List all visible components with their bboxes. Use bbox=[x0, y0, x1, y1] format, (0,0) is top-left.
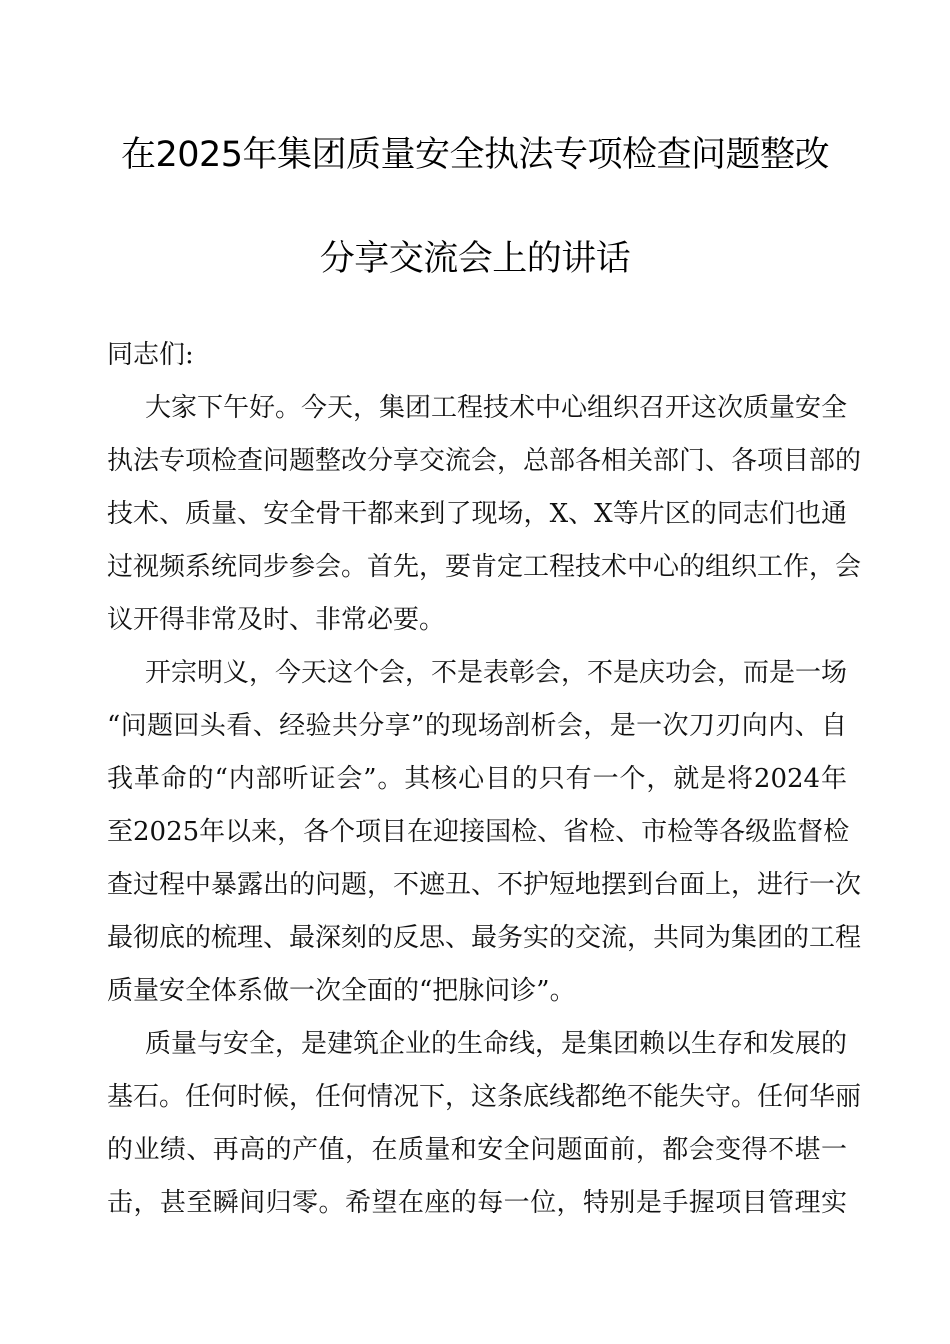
salutation: 同志们: bbox=[107, 340, 194, 370]
paragraph-2-line-7: 质量安全体系做一次全面的“把脉问诊”。 bbox=[107, 976, 576, 1006]
paragraph-1-line-1: 大家下午好。今天，集团工程技术中心组织召开这次质量安全 bbox=[145, 393, 848, 423]
paragraph-1-line-3: 技术、质量、安全骨干都来到了现场，X、X等片区的同志们也通 bbox=[107, 499, 847, 529]
paragraph-2-line-1: 开宗明义，今天这个会，不是表彰会，不是庆功会，而是一场 bbox=[145, 658, 848, 688]
paragraph-3-line-3: 的业绩、再高的产值，在质量和安全问题面前，都会变得不堪一 bbox=[107, 1135, 847, 1165]
paragraph-3-line-2: 基石。任何时候，任何情况下，这条底线都绝不能失守。任何华丽 bbox=[107, 1082, 862, 1112]
paragraph-3-line-4: 击，甚至瞬间归零。希望在座的每一位，特别是手握项目管理实 bbox=[107, 1188, 847, 1218]
paragraph-1-line-5: 议开得非常及时、非常必要。 bbox=[107, 605, 446, 635]
paragraph-2-line-4: 至2025年以来，各个项目在迎接国检、省检、市检等各级监督检 bbox=[107, 817, 850, 847]
paragraph-1-line-2: 执法专项检查问题整改分享交流会，总部各相关部门、各项目部的 bbox=[107, 446, 862, 476]
document-title-line-1: 在2025年集团质量安全执法专项检查问题整改 bbox=[120, 135, 830, 175]
paragraph-2-line-6: 最彻底的梳理、最深刻的反思、最务实的交流，共同为集团的工程 bbox=[107, 923, 862, 953]
document-title-line-2: 分享交流会上的讲话 bbox=[319, 239, 631, 279]
paragraph-1-line-4: 过视频系统同步参会。首先，要肯定工程技术中心的组织工作，会 bbox=[107, 552, 862, 582]
paragraph-2-line-2: “问题回头看、经验共分享”的现场剖析会，是一次刀刃向内、自 bbox=[107, 711, 847, 741]
paragraph-2-line-5: 查过程中暴露出的问题，不遮丑、不护短地摆到台面上，进行一次 bbox=[107, 870, 862, 900]
paragraph-2-line-3: 我革命的“内部听证会”。其核心目的只有一个，就是将2024年 bbox=[107, 764, 847, 794]
paragraph-3-line-1: 质量与安全，是建筑企业的生命线，是集团赖以生存和发展的 bbox=[145, 1029, 848, 1059]
